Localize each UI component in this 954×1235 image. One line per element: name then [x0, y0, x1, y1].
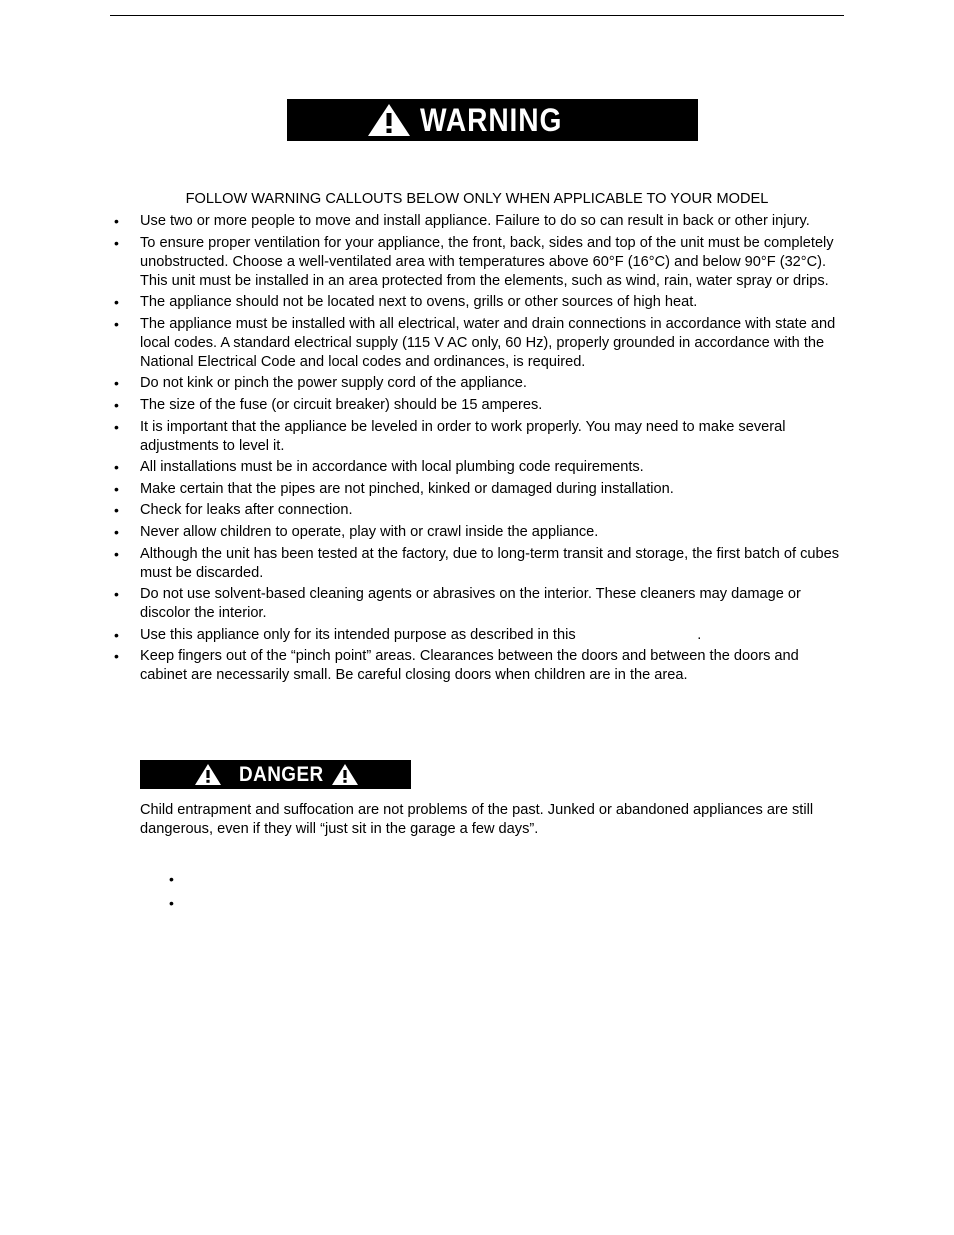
list-item [114, 374, 846, 396]
warning-triangle-icon [367, 103, 411, 137]
bullet: • [114, 396, 119, 413]
section-subheading: FOLLOW WARNING CALLOUTS BELOW ONLY WHEN APPLICABLE TO YOUR MODEL [185, 191, 769, 207]
warning-list [0, 212, 954, 688]
danger-banner [140, 760, 411, 789]
list-item-text: To ensure proper ventilation for your appliance, the front, back, sides and top of the unit must be completely unobstructed. Choose a well-ventilated area with temperatures above 60°F (16°C) and below 90°F (32°C). This unit must be installed in an area protected from the elements, such as wind, rain, water spray or drips. [140, 234, 834, 289]
bullet: • [169, 871, 174, 887]
list-item-text: Do not kink or pinch the power supply cord of the appliance. [140, 375, 527, 392]
list-item-text: Use this appliance only for its intended purpose as described in this . [140, 626, 702, 643]
list-item-text: Keep fingers out of the “pinch point” areas. Clearances between the doors and between the doors and cabinet are necessarily small. Be careful closing doors when children are in the area. [140, 648, 799, 684]
list-item [114, 523, 846, 545]
danger-label: DANGER [239, 763, 324, 786]
list-item [114, 545, 846, 586]
bullet: • [114, 294, 119, 311]
warning-triangle-icon [194, 763, 222, 786]
list-item-text: Make certain that the pipes are not pinched, kinked or damaged during installation. [140, 480, 674, 497]
list-item [114, 647, 846, 688]
bullet: • [114, 418, 119, 435]
bullet: • [114, 459, 119, 476]
list-item-text: Use two or more people to move and install appliance. Failure to do so can result in back or other injury. [140, 213, 810, 229]
list-item-text: The appliance should not be located next to ovens, grills or other sources of high heat. [140, 294, 698, 311]
list-item-text: The size of the fuse (or circuit breaker) should be 15 amperes. [140, 396, 543, 413]
list-item [114, 396, 846, 418]
bullet: • [114, 523, 119, 540]
bullet: • [114, 648, 119, 665]
list-item [114, 585, 846, 626]
list-item [114, 480, 846, 502]
list-item [114, 315, 846, 375]
list-item [114, 293, 846, 315]
bullet: • [114, 502, 119, 519]
warning-triangle-icon [331, 763, 359, 786]
list-item-text: The appliance must be installed with all electrical, water and drain connections in accordance with state and local codes. A standard electrical supply (115 V AC only, 60 Hz), properly grounded in accordance with the National Electrical Code and local codes and ordinances, is required. [140, 315, 836, 370]
bullet: • [114, 626, 119, 643]
list-item [114, 234, 846, 294]
top-rule [110, 15, 844, 16]
list-item [114, 212, 846, 234]
list-item [114, 626, 846, 648]
bullet: • [114, 480, 119, 497]
bullet: • [114, 315, 119, 332]
list-item-text: It is important that the appliance be leveled in order to work properly. You may need to make several adjustments to level it. [140, 418, 786, 454]
warning-label: WARNING [420, 102, 563, 138]
bullet: • [114, 234, 119, 251]
list-item [114, 501, 846, 523]
list-item-text: Never allow children to operate, play with or crawl inside the appliance. [140, 523, 599, 540]
warning-banner [287, 99, 698, 141]
bullet: • [114, 213, 119, 229]
bullet: • [114, 375, 119, 392]
bullet: • [114, 586, 119, 603]
list-item [114, 458, 846, 480]
list-item-text: Do not use solvent-based cleaning agents or abrasives on the interior. These cleaners may damage or discolor the interior. [140, 586, 801, 622]
list-item [114, 418, 846, 459]
bullet: • [169, 895, 174, 911]
bullet: • [114, 545, 119, 562]
list-item-text: Although the unit has been tested at the factory, due to long-term transit and storage, the first batch of cubes must be discarded. [140, 545, 840, 581]
list-item-text: Check for leaks after connection. [140, 502, 353, 519]
danger-paragraph: Child entrapment and suffocation are not problems of the past. Junked or abandoned appliances are still dangerous, even if they will “just sit in the garage a few days”. [140, 802, 814, 837]
list-item-text: All installations must be in accordance with local plumbing code requirements. [140, 459, 644, 476]
